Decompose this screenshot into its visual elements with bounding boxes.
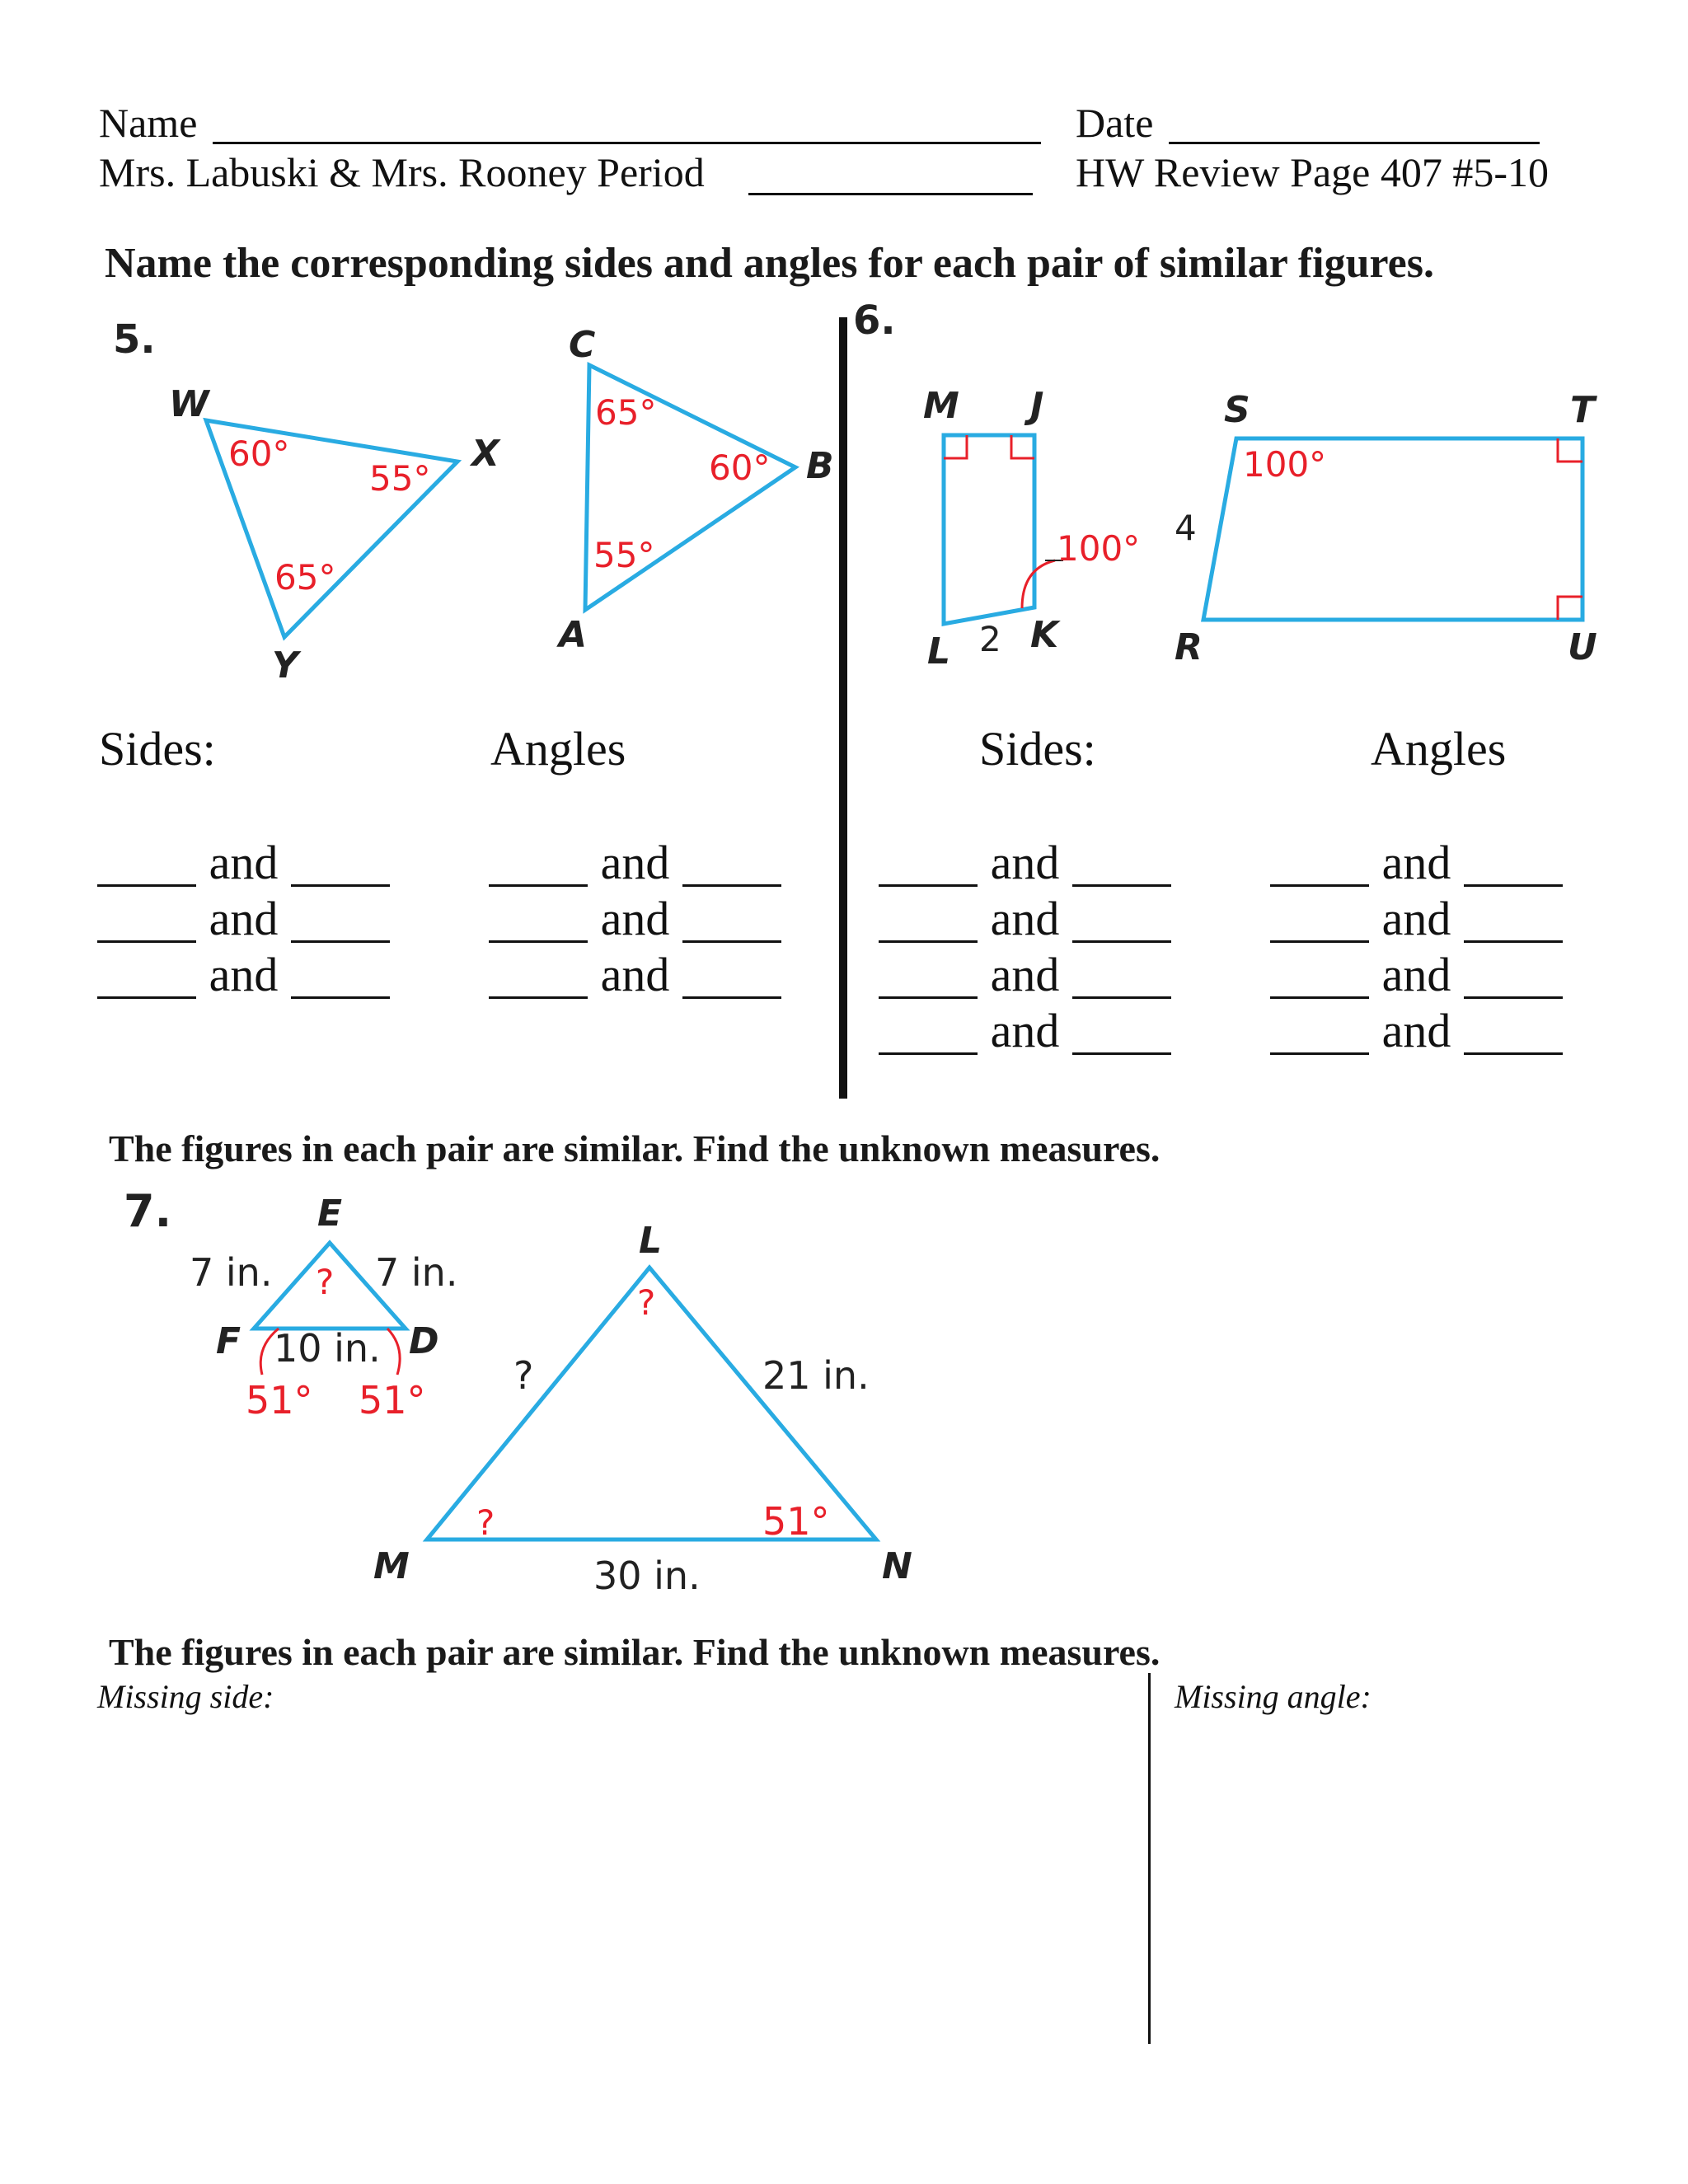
side-rs-label: 4 bbox=[1175, 508, 1197, 548]
instructions-find-unknown-1: The figures in each pair are similar. Find the unknown measures. bbox=[109, 1127, 1160, 1169]
angle-w-label: 60° bbox=[228, 434, 290, 474]
missing-side-work-area[interactable] bbox=[97, 1722, 1128, 2036]
side-ef-label: 7 in. bbox=[190, 1250, 273, 1295]
answer-pair[interactable]: and bbox=[489, 837, 781, 894]
angle-s-label: 100° bbox=[1243, 444, 1327, 485]
problem6-sides-header: Sides: bbox=[979, 722, 1096, 776]
answer-pair[interactable]: and bbox=[1270, 949, 1563, 1006]
vertex-label-e: E bbox=[317, 1193, 343, 1235]
vertex-label-f: F bbox=[216, 1320, 241, 1362]
problem6-angles-header: Angles bbox=[1371, 722, 1507, 776]
svg-text:5.: 5. bbox=[113, 316, 156, 363]
right-angle-mark-j bbox=[1011, 435, 1034, 458]
problem5-sides-header: Sides: bbox=[99, 722, 216, 776]
vertex-label-j: J bbox=[1030, 385, 1044, 427]
vertex-label-x: X bbox=[471, 433, 499, 475]
angle-x-label: 55° bbox=[369, 458, 431, 499]
right-angle-mark-t bbox=[1558, 438, 1582, 462]
answer-pair[interactable]: and bbox=[879, 949, 1171, 1006]
answer-pair[interactable]: and bbox=[97, 949, 390, 1006]
side-ed-label: 7 in. bbox=[375, 1250, 458, 1295]
teachers-period-label: Mrs. Labuski & Mrs. Rooney Period bbox=[99, 149, 705, 195]
vertex-label-r: R bbox=[1175, 626, 1203, 668]
answer-pair[interactable]: and bbox=[489, 949, 781, 1006]
angle-a-label: 55° bbox=[593, 535, 655, 575]
problem5-angles-header: Angles bbox=[490, 722, 626, 776]
instructions-corresponding: Name the corresponding sides and angles for each pair of similar figures. bbox=[105, 240, 1434, 287]
side-lk-label: 2 bbox=[979, 619, 1001, 659]
instructions-find-unknown-2: The figures in each pair are similar. Find the unknown measures. bbox=[109, 1631, 1160, 1673]
right-angle-mark-m bbox=[944, 435, 967, 458]
vertex-label-n: N bbox=[882, 1545, 912, 1587]
angle-c-label: 65° bbox=[595, 392, 657, 433]
missing-angle-work-area[interactable] bbox=[1170, 1722, 1632, 2036]
vertex-label-k: K bbox=[1030, 614, 1059, 656]
angle-arc-d bbox=[387, 1329, 400, 1375]
svg-text:6.: 6. bbox=[853, 298, 896, 344]
vertex-label-t: T bbox=[1570, 389, 1596, 431]
vertex-label-y: Y bbox=[272, 644, 298, 687]
angle-k-label: 100° bbox=[1057, 528, 1141, 569]
problem-7-number bbox=[124, 1185, 171, 1237]
vertex-label-c: C bbox=[569, 324, 596, 366]
answer-pair[interactable]: and bbox=[1270, 837, 1563, 894]
angle-e-label: ? bbox=[316, 1262, 335, 1302]
answer-pair[interactable]: and bbox=[879, 893, 1171, 950]
answer-pair[interactable]: and bbox=[97, 893, 390, 950]
angle-m-label: ? bbox=[476, 1502, 495, 1543]
vertex-label-d: D bbox=[409, 1320, 439, 1362]
angle-d-label: 51° bbox=[359, 1378, 426, 1422]
angle-arc-k bbox=[1022, 560, 1055, 608]
name-label: Name bbox=[99, 100, 198, 146]
side-ln-label: 21 in. bbox=[762, 1353, 870, 1398]
vertex-label-u: U bbox=[1568, 626, 1597, 668]
angle-n-label: 51° bbox=[762, 1499, 830, 1544]
vertex-label-m: M bbox=[373, 1545, 410, 1587]
answer-pair[interactable]: and bbox=[489, 893, 781, 950]
vertex-label-b: B bbox=[806, 445, 834, 487]
side-fd-label: 10 in. bbox=[274, 1326, 381, 1371]
vertex-label-s: S bbox=[1224, 389, 1250, 431]
problem7-figures bbox=[0, 1170, 989, 1615]
side-lm-label: ? bbox=[513, 1353, 534, 1398]
answer-pair[interactable]: and bbox=[879, 837, 1171, 894]
vertex-label-l: L bbox=[927, 630, 951, 673]
vertex-label-l: L bbox=[639, 1220, 663, 1262]
angle-b-label: 60° bbox=[709, 448, 771, 488]
vertex-label-m: M bbox=[923, 385, 959, 427]
side-mn-label: 30 in. bbox=[593, 1554, 701, 1598]
svg-text:7.: 7. bbox=[124, 1185, 172, 1237]
work-divider bbox=[1148, 1673, 1151, 2044]
problem5-figures bbox=[0, 0, 1688, 725]
angle-f-label: 51° bbox=[246, 1378, 313, 1422]
vertex-label-a: A bbox=[559, 614, 588, 656]
answer-pair[interactable]: and bbox=[1270, 893, 1563, 950]
missing-angle-label: Missing angle: bbox=[1175, 1678, 1372, 1715]
angle-y-label: 65° bbox=[274, 557, 336, 598]
vertex-label-w: W bbox=[169, 383, 209, 425]
answer-pair[interactable]: and bbox=[879, 1005, 1171, 1062]
right-angle-mark-u bbox=[1558, 597, 1582, 620]
problem-5-number bbox=[113, 316, 156, 363]
quadrilateral-mjkl bbox=[944, 435, 1034, 624]
problem-6-number bbox=[853, 298, 896, 344]
missing-side-label: Missing side: bbox=[97, 1678, 274, 1715]
date-label: Date bbox=[1076, 100, 1154, 146]
answer-pair[interactable]: and bbox=[1270, 1005, 1563, 1062]
angle-l-label: ? bbox=[637, 1282, 656, 1323]
hw-label: HW Review Page 407 #5-10 bbox=[1076, 149, 1549, 195]
answer-pair[interactable]: and bbox=[97, 837, 390, 894]
